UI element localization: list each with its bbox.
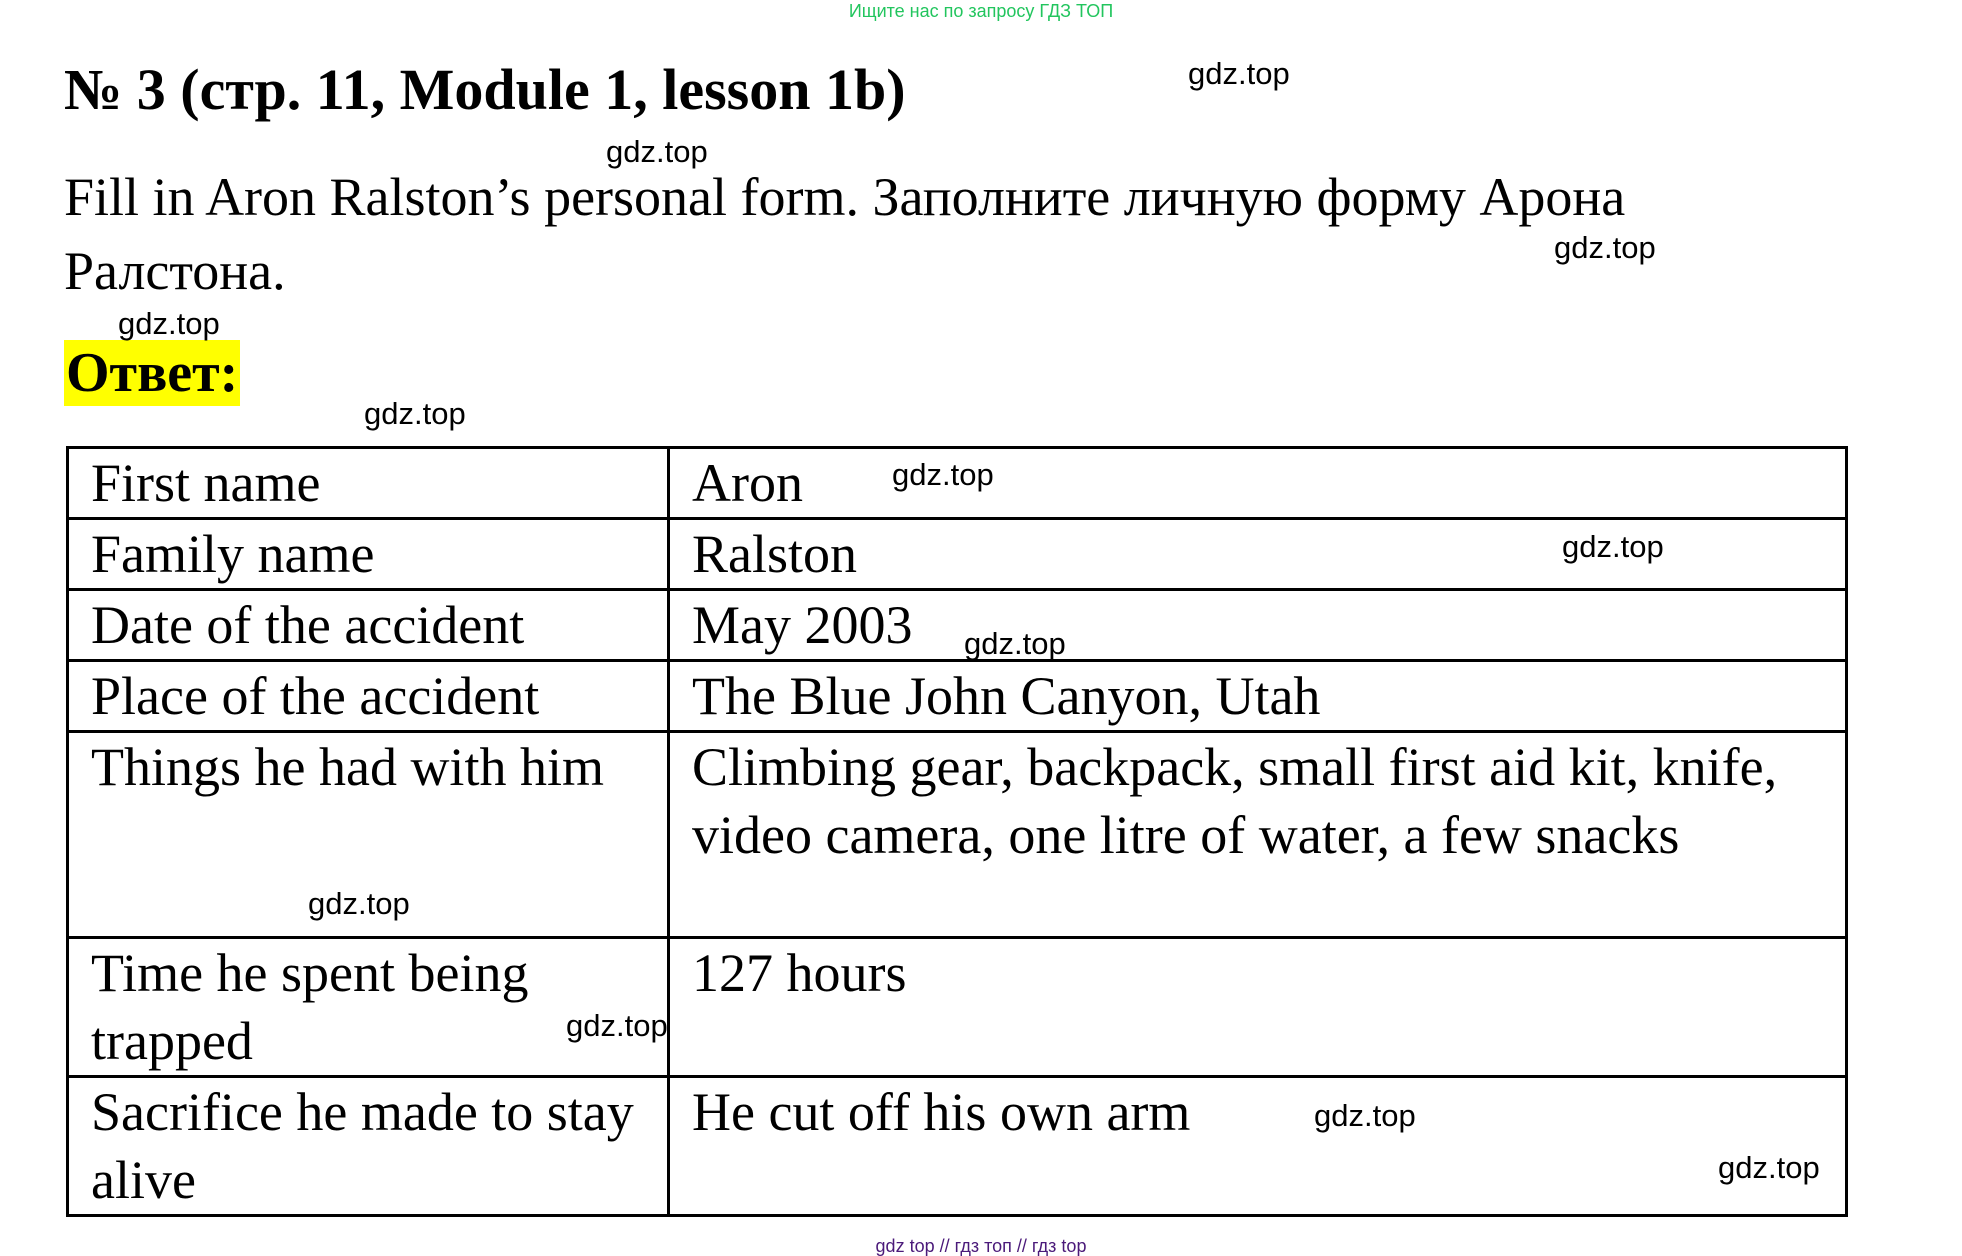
table-row — [68, 661, 1847, 732]
table-row — [68, 1077, 1847, 1216]
watermark-label: gdz.top — [308, 886, 410, 921]
row-value: Aron — [669, 448, 1847, 519]
table-row — [68, 938, 1847, 1077]
exercise-instruction: Fill in Aron Ralston’s personal form. Заполните личную форму Арона Ралстона. — [64, 167, 1626, 301]
row-label: Date of the accident — [68, 590, 669, 661]
row-value: He cut off his own arm — [669, 1077, 1847, 1216]
row-value: Climbing gear, backpack, small first aid kit, knife, video camera, one litre of water, a few snacks — [669, 732, 1847, 938]
row-value: The Blue John Canyon, Utah — [669, 661, 1847, 732]
answer-label: Ответ: — [66, 342, 239, 404]
watermark-label: gdz.top — [364, 396, 466, 431]
watermark-label: gdz.top — [892, 457, 994, 492]
watermark-label: gdz.top — [964, 626, 1066, 661]
watermark-label: gdz.top — [606, 134, 708, 169]
watermark-label: gdz.top — [1188, 56, 1290, 91]
watermark-label: gdz.top — [118, 306, 220, 341]
row-label: Time he spent being trapped — [68, 938, 669, 1077]
top-banner-link[interactable]: Ищите нас по запросу ГДЗ ТОП — [848, 1, 1114, 21]
watermark-label: gdz.top — [1718, 1150, 1820, 1185]
table-row — [68, 590, 1847, 661]
watermark-label: gdz.top — [1554, 230, 1656, 265]
footer-links[interactable]: gdz top // гдз топ // гдз top — [875, 1236, 1087, 1256]
row-value: Ralston — [669, 519, 1847, 590]
row-label: Family name — [68, 519, 669, 590]
row-value: 127 hours — [669, 938, 1847, 1077]
exercise-title: № 3 (стр. 11, Module 1, lesson 1b) — [64, 57, 906, 122]
row-label: Things he had with him — [68, 732, 669, 938]
row-value: May 2003 — [669, 590, 1847, 661]
row-label: First name — [68, 448, 669, 519]
watermark-label: gdz.top — [1314, 1098, 1416, 1133]
watermark-label: gdz.top — [1562, 529, 1664, 564]
watermark-label: gdz.top — [566, 1008, 668, 1043]
row-label: Place of the accident — [68, 661, 669, 732]
row-label: Sacrifice he made to stay alive — [68, 1077, 669, 1216]
